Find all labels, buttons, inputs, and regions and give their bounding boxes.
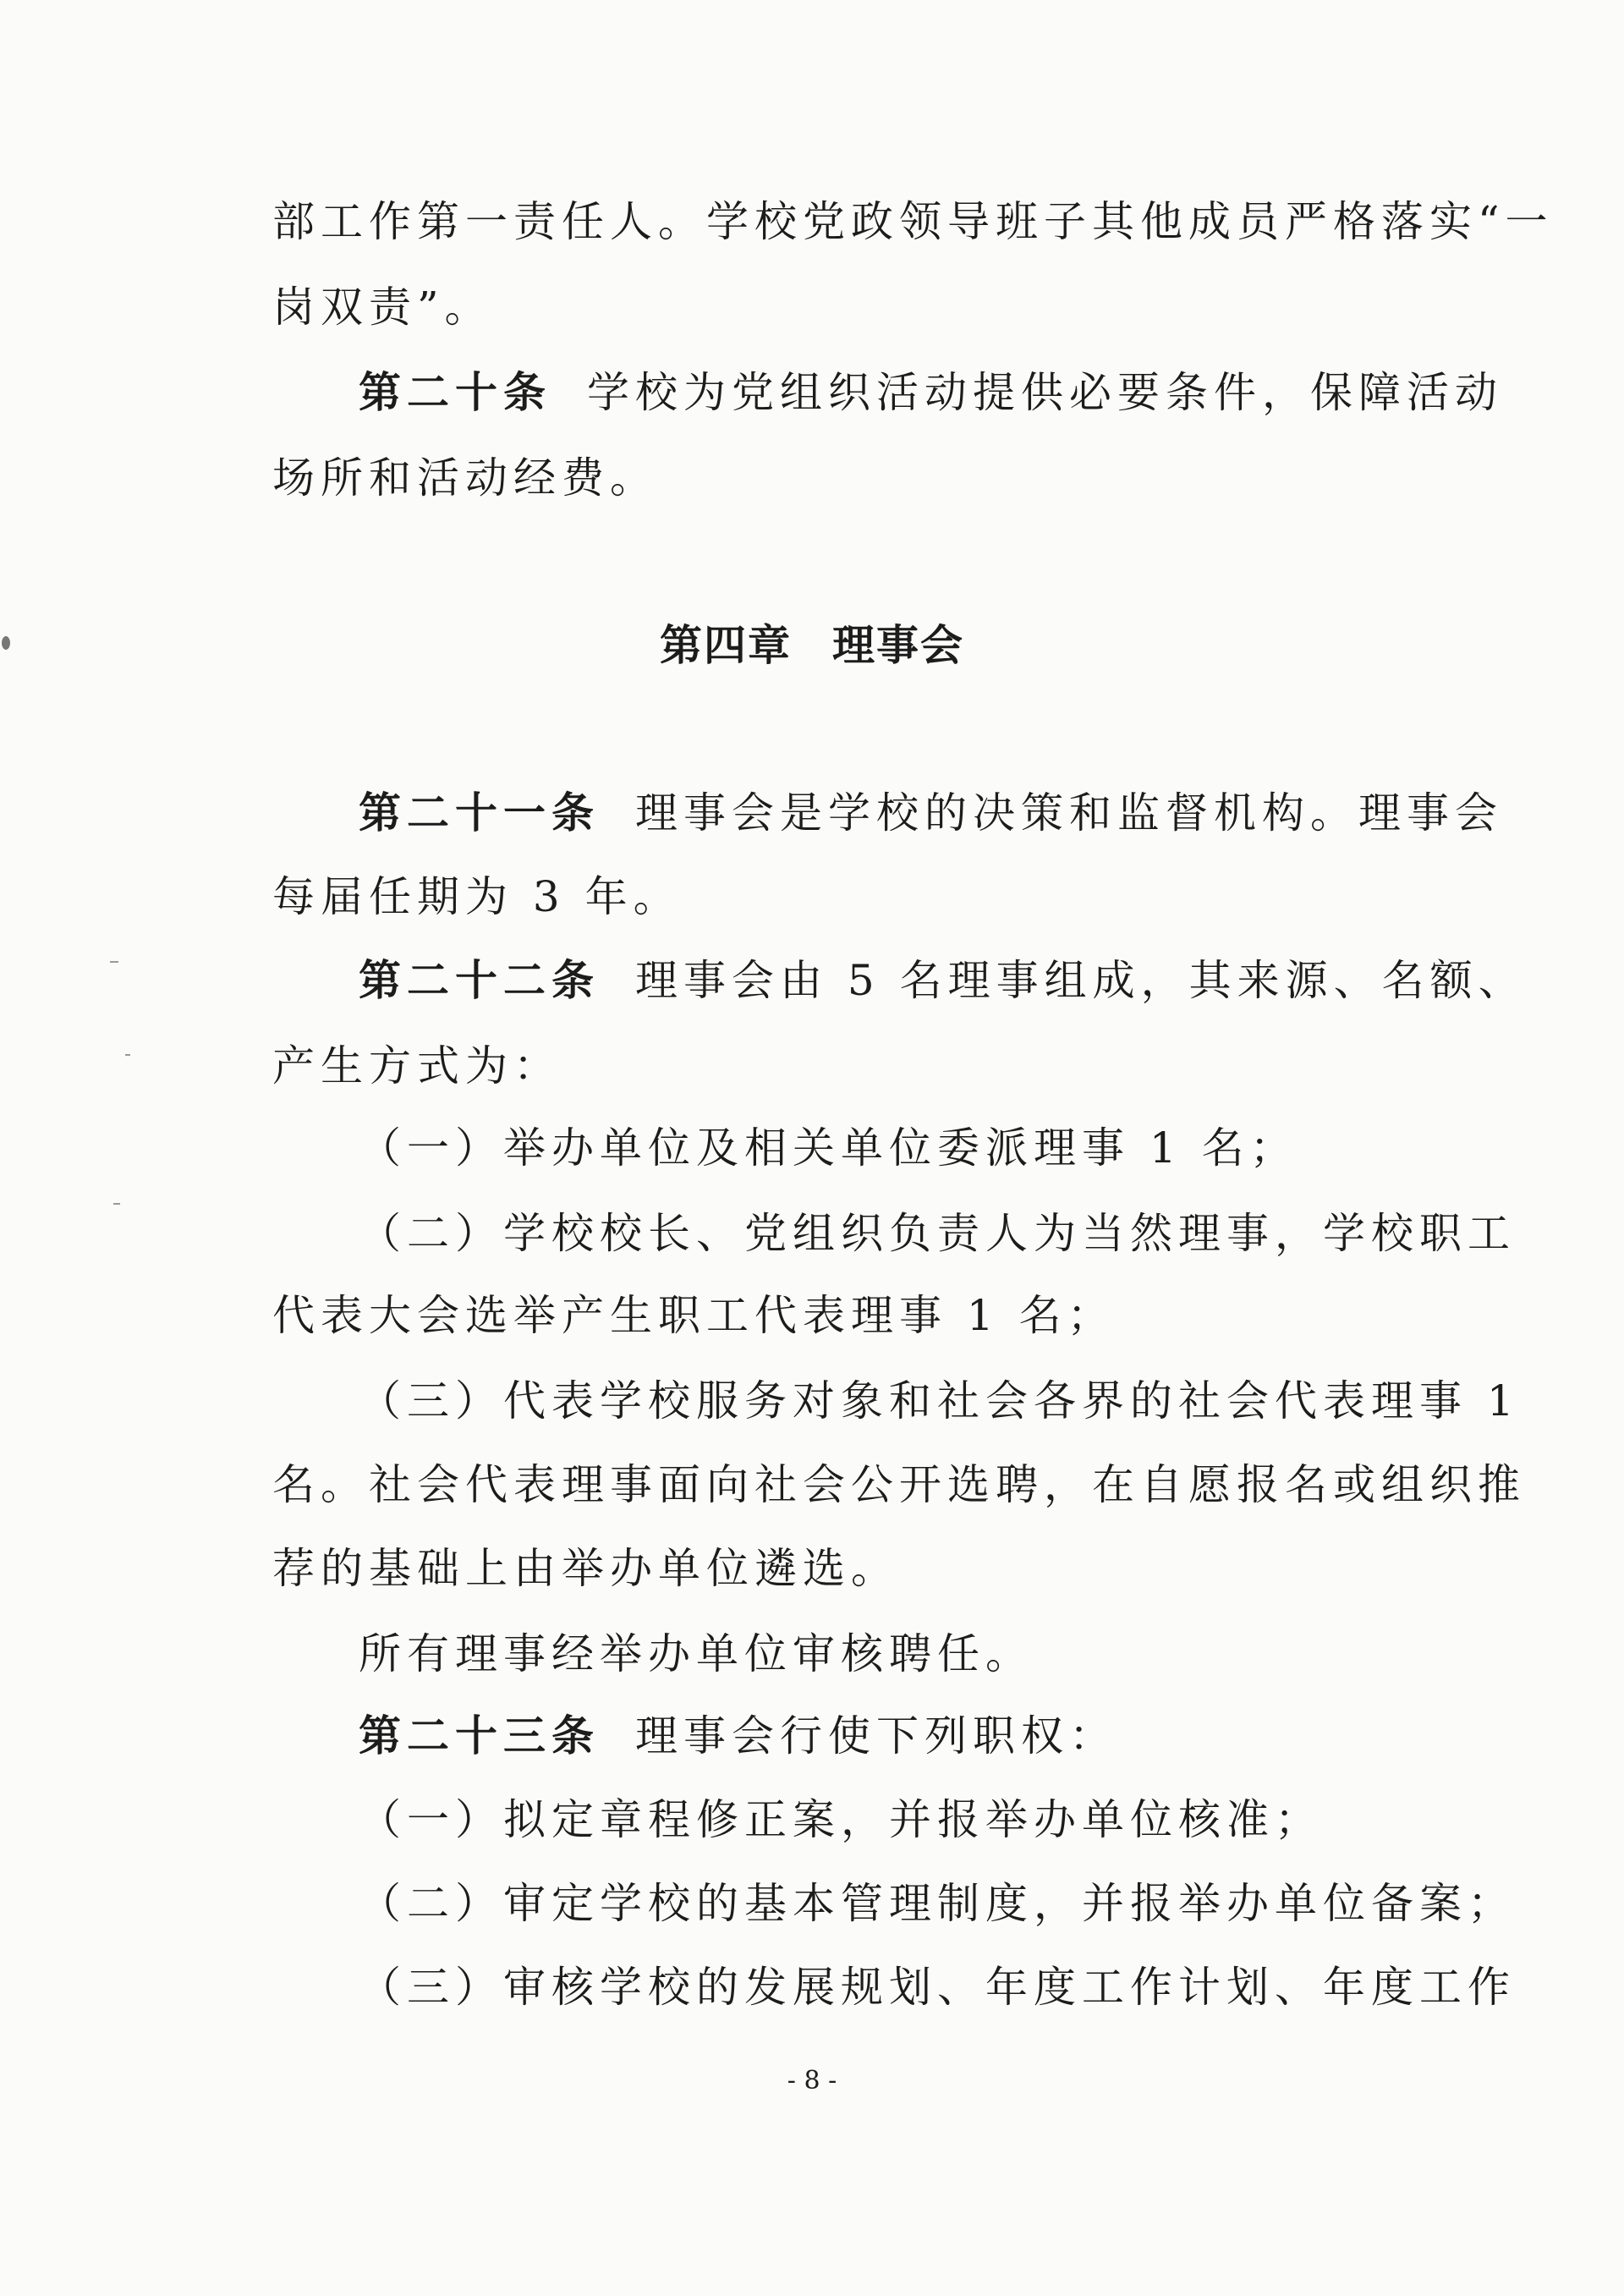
page-number: - 8 - <box>787 2066 837 2096</box>
list-item: （二）学校校长、党组织负责人为当然理事，学校职工 <box>359 1209 1516 1258</box>
paragraph-line: 名。社会代表理事面向社会公开选聘，在自愿报名或组织推 <box>272 1460 1526 1509</box>
paragraph-line: 每届任期为 3 年。 <box>272 872 682 921</box>
paragraph-line: 所有理事经举办单位审核聘任。 <box>359 1629 1034 1678</box>
article-paragraph <box>359 955 1527 1006</box>
scan-mark <box>113 1203 120 1205</box>
article-number: 第二十条 <box>359 368 551 417</box>
article-text: 理事会由 5 名理事组成，其来源、名额、 <box>635 956 1527 1005</box>
chapter-number: 第四章 <box>660 621 792 670</box>
list-item: （三）审核学校的发展规划、年度工作计划、年度工作 <box>359 1963 1516 2012</box>
article-number: 第二十一条 <box>359 788 600 838</box>
paragraph-line: 产生方式为： <box>272 1041 562 1090</box>
paragraph-line: 部工作第一责任人。学校党政领导班子其他成员严格落实“一 <box>272 197 1554 246</box>
article-paragraph <box>359 1711 1117 1761</box>
article-paragraph <box>359 367 1503 418</box>
paragraph-line: 代表大会选举产生职工代表理事 1 名； <box>272 1291 1116 1340</box>
scan-mark <box>110 961 118 963</box>
article-number: 第二十三条 <box>359 1711 600 1760</box>
scan-mark <box>125 1054 130 1056</box>
paragraph-line: 荐的基础上由举办单位遴选。 <box>272 1544 899 1593</box>
list-item: （三）代表学校服务对象和社会各界的社会代表理事 1 <box>359 1376 1520 1425</box>
article-text: 理事会是学校的决策和监督机构。理事会 <box>635 788 1503 838</box>
article-text: 学校为党组织活动提供必要条件，保障活动 <box>587 368 1503 417</box>
article-text: 理事会行使下列职权： <box>635 1711 1117 1760</box>
list-item: （二）审定学校的基本管理制度，并报举办单位备案； <box>359 1879 1516 1928</box>
paragraph-line: 岗双责”。 <box>272 283 493 332</box>
article-number: 第二十二条 <box>359 956 600 1005</box>
list-item: （一）拟定章程修正案，并报举办单位核准； <box>359 1795 1323 1844</box>
chapter-title: 理事会 <box>832 621 964 670</box>
chapter-heading <box>0 620 1624 671</box>
article-paragraph <box>359 788 1503 838</box>
paragraph-line: 场所和活动经费。 <box>272 453 658 503</box>
list-item: （一）举办单位及相关单位委派理事 1 名； <box>359 1123 1298 1173</box>
